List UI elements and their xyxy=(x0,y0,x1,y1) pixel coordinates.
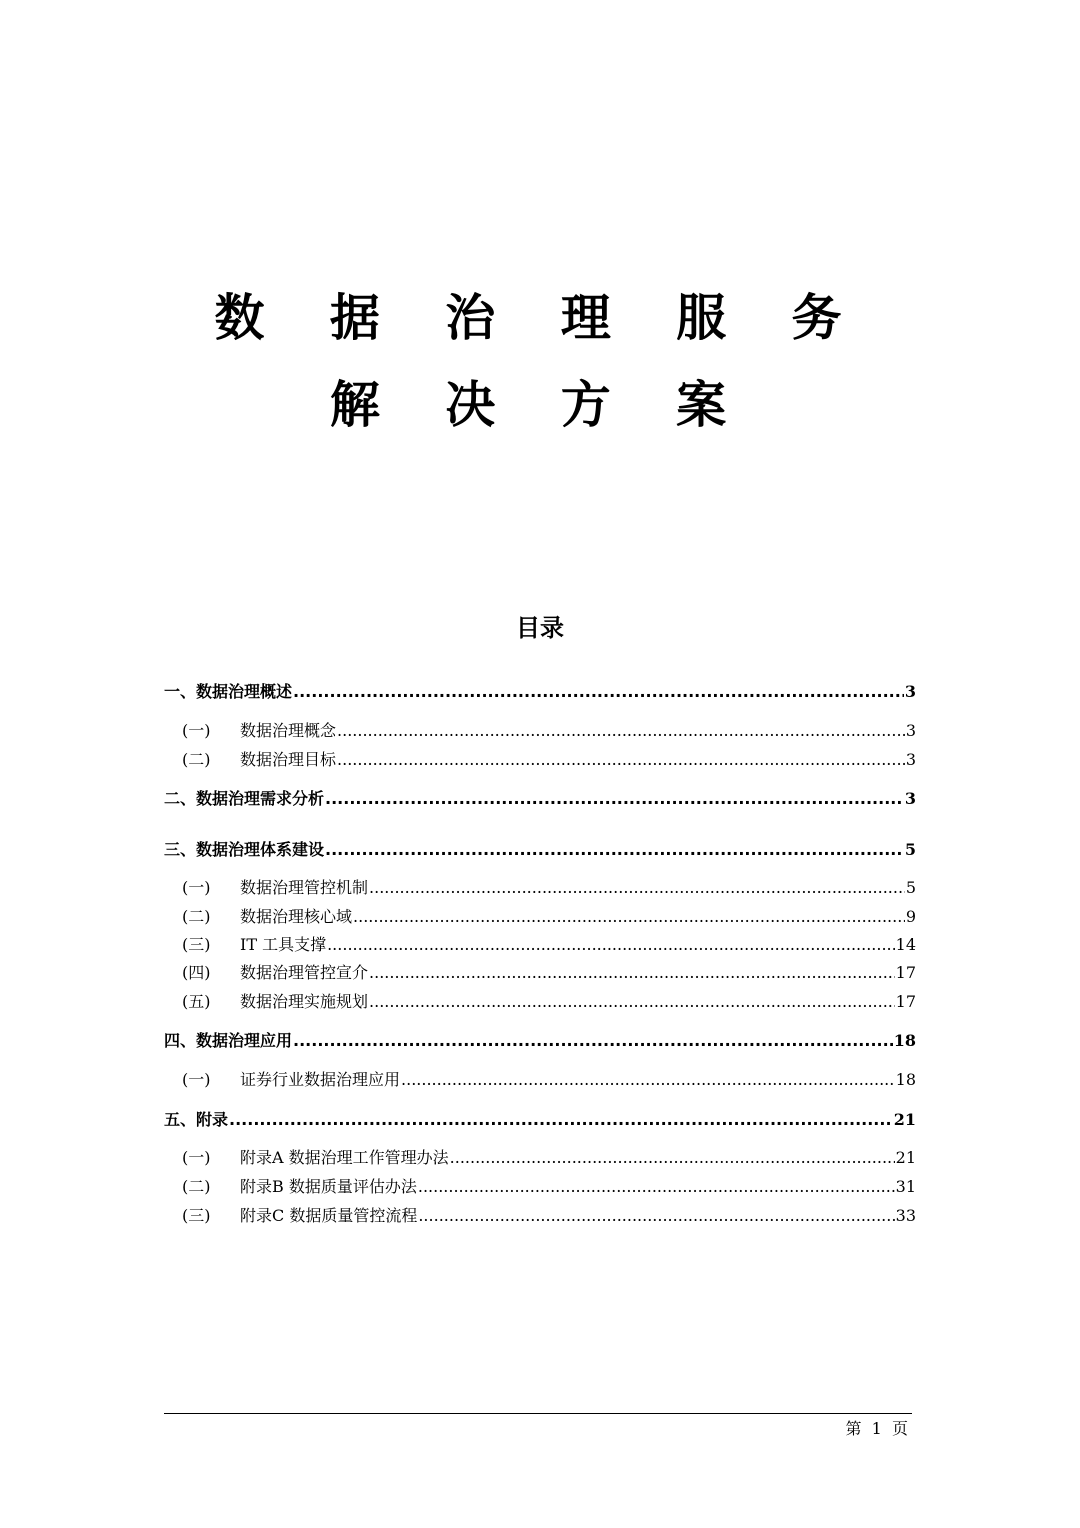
toc-entry[interactable] xyxy=(164,839,916,861)
toc-entry[interactable] xyxy=(164,962,916,984)
toc-entry-number: (一) xyxy=(182,878,211,897)
toc-entry-number: (四) xyxy=(182,963,211,982)
toc-page-number: 18 xyxy=(893,1031,916,1050)
toc-entry-text: 数据治理实施规划 xyxy=(240,992,369,1011)
footer-page-number: 第 1 页 xyxy=(845,1419,908,1438)
toc-page-number: 3 xyxy=(905,750,916,769)
toc-entry-number: (五) xyxy=(182,992,211,1011)
toc-entry[interactable] xyxy=(164,1030,916,1052)
toc-page-number: 3 xyxy=(905,721,916,740)
toc-leader xyxy=(229,1109,893,1131)
toc-entry-number: (一) xyxy=(182,721,211,740)
toc-leader xyxy=(327,934,895,956)
toc-entry-number: (二) xyxy=(182,1177,211,1196)
toc-entry[interactable] xyxy=(164,720,916,742)
toc-entry-text: 五、附录 xyxy=(164,1110,229,1129)
toc-page-number: 3 xyxy=(904,789,916,808)
toc-entry-number: (二) xyxy=(182,907,211,926)
toc-entry[interactable] xyxy=(164,906,916,928)
toc-leader xyxy=(293,1030,893,1052)
toc-page-number: 21 xyxy=(893,1110,916,1129)
toc-entry-text: 附录B 数据质量评估办法 xyxy=(240,1177,417,1196)
document-title-line2: 解 决 方 案 xyxy=(329,376,751,434)
toc-entry[interactable] xyxy=(164,877,916,899)
toc-entry-text: 一、数据治理概述 xyxy=(164,682,293,701)
toc-entry[interactable] xyxy=(164,788,916,810)
toc-entry-text: 数据治理核心域 xyxy=(240,907,353,926)
toc-entry-number: (一) xyxy=(182,1148,211,1167)
toc-leader xyxy=(418,1176,895,1198)
toc-leader xyxy=(369,962,895,984)
toc-leader xyxy=(293,681,904,703)
toc-entry-text: 二、数据治理需求分析 xyxy=(164,789,325,808)
toc-entry-text: 数据治理管控机制 xyxy=(240,878,369,897)
toc-leader xyxy=(325,839,904,861)
toc-entry[interactable] xyxy=(164,681,916,703)
toc-page-number: 5 xyxy=(905,878,916,897)
toc-entry-text: 数据治理管控宣介 xyxy=(240,963,369,982)
toc-entry-text: 四、数据治理应用 xyxy=(164,1031,293,1050)
toc-entry-text: 证券行业数据治理应用 xyxy=(240,1070,401,1089)
toc-entry-text: 三、数据治理体系建设 xyxy=(164,840,325,859)
toc-entry[interactable] xyxy=(164,1147,916,1169)
toc-entry[interactable] xyxy=(164,1069,916,1091)
toc-page-number: 31 xyxy=(895,1177,916,1196)
toc-leader xyxy=(369,877,905,899)
toc-entry-text: 附录C 数据质量管控流程 xyxy=(240,1206,418,1225)
toc-leader xyxy=(369,991,895,1013)
toc-page-number: 14 xyxy=(895,935,916,954)
toc-entry-number: (一) xyxy=(182,1070,211,1089)
toc-leader xyxy=(337,749,905,771)
footer-divider xyxy=(164,1413,912,1414)
toc-leader xyxy=(353,906,905,928)
toc-heading: 目录 xyxy=(516,614,564,642)
toc-page-number: 17 xyxy=(895,963,916,982)
toc-entry[interactable] xyxy=(164,991,916,1013)
toc-leader xyxy=(401,1069,895,1091)
toc-entry-text: IT 工具支撑 xyxy=(240,935,327,954)
toc-page-number: 33 xyxy=(895,1206,916,1225)
toc-page-number: 9 xyxy=(905,907,916,926)
toc-entry[interactable] xyxy=(164,934,916,956)
toc-entry[interactable] xyxy=(164,749,916,771)
toc-page-number: 18 xyxy=(895,1070,916,1089)
toc-leader xyxy=(418,1205,894,1227)
toc-page-number: 5 xyxy=(904,840,916,859)
toc-entry[interactable] xyxy=(164,1205,916,1227)
toc-entry-text: 数据治理目标 xyxy=(240,750,337,769)
toc-entry-number: (三) xyxy=(182,935,211,954)
toc-entry-text: 附录A 数据治理工作管理办法 xyxy=(240,1148,449,1167)
toc-page-number: 21 xyxy=(895,1148,916,1167)
toc-leader xyxy=(450,1147,895,1169)
toc-page-number: 17 xyxy=(895,992,916,1011)
document-title-line1: 数 据 治 理 服 务 xyxy=(214,289,866,347)
toc-leader xyxy=(325,788,904,810)
toc-page-number: 3 xyxy=(904,682,916,701)
toc-entry[interactable] xyxy=(164,1176,916,1198)
toc-entry[interactable] xyxy=(164,1109,916,1131)
toc-leader xyxy=(337,720,905,742)
toc-entry-number: (三) xyxy=(182,1206,211,1225)
toc-entry-number: (二) xyxy=(182,750,211,769)
toc-entry-text: 数据治理概念 xyxy=(240,721,337,740)
